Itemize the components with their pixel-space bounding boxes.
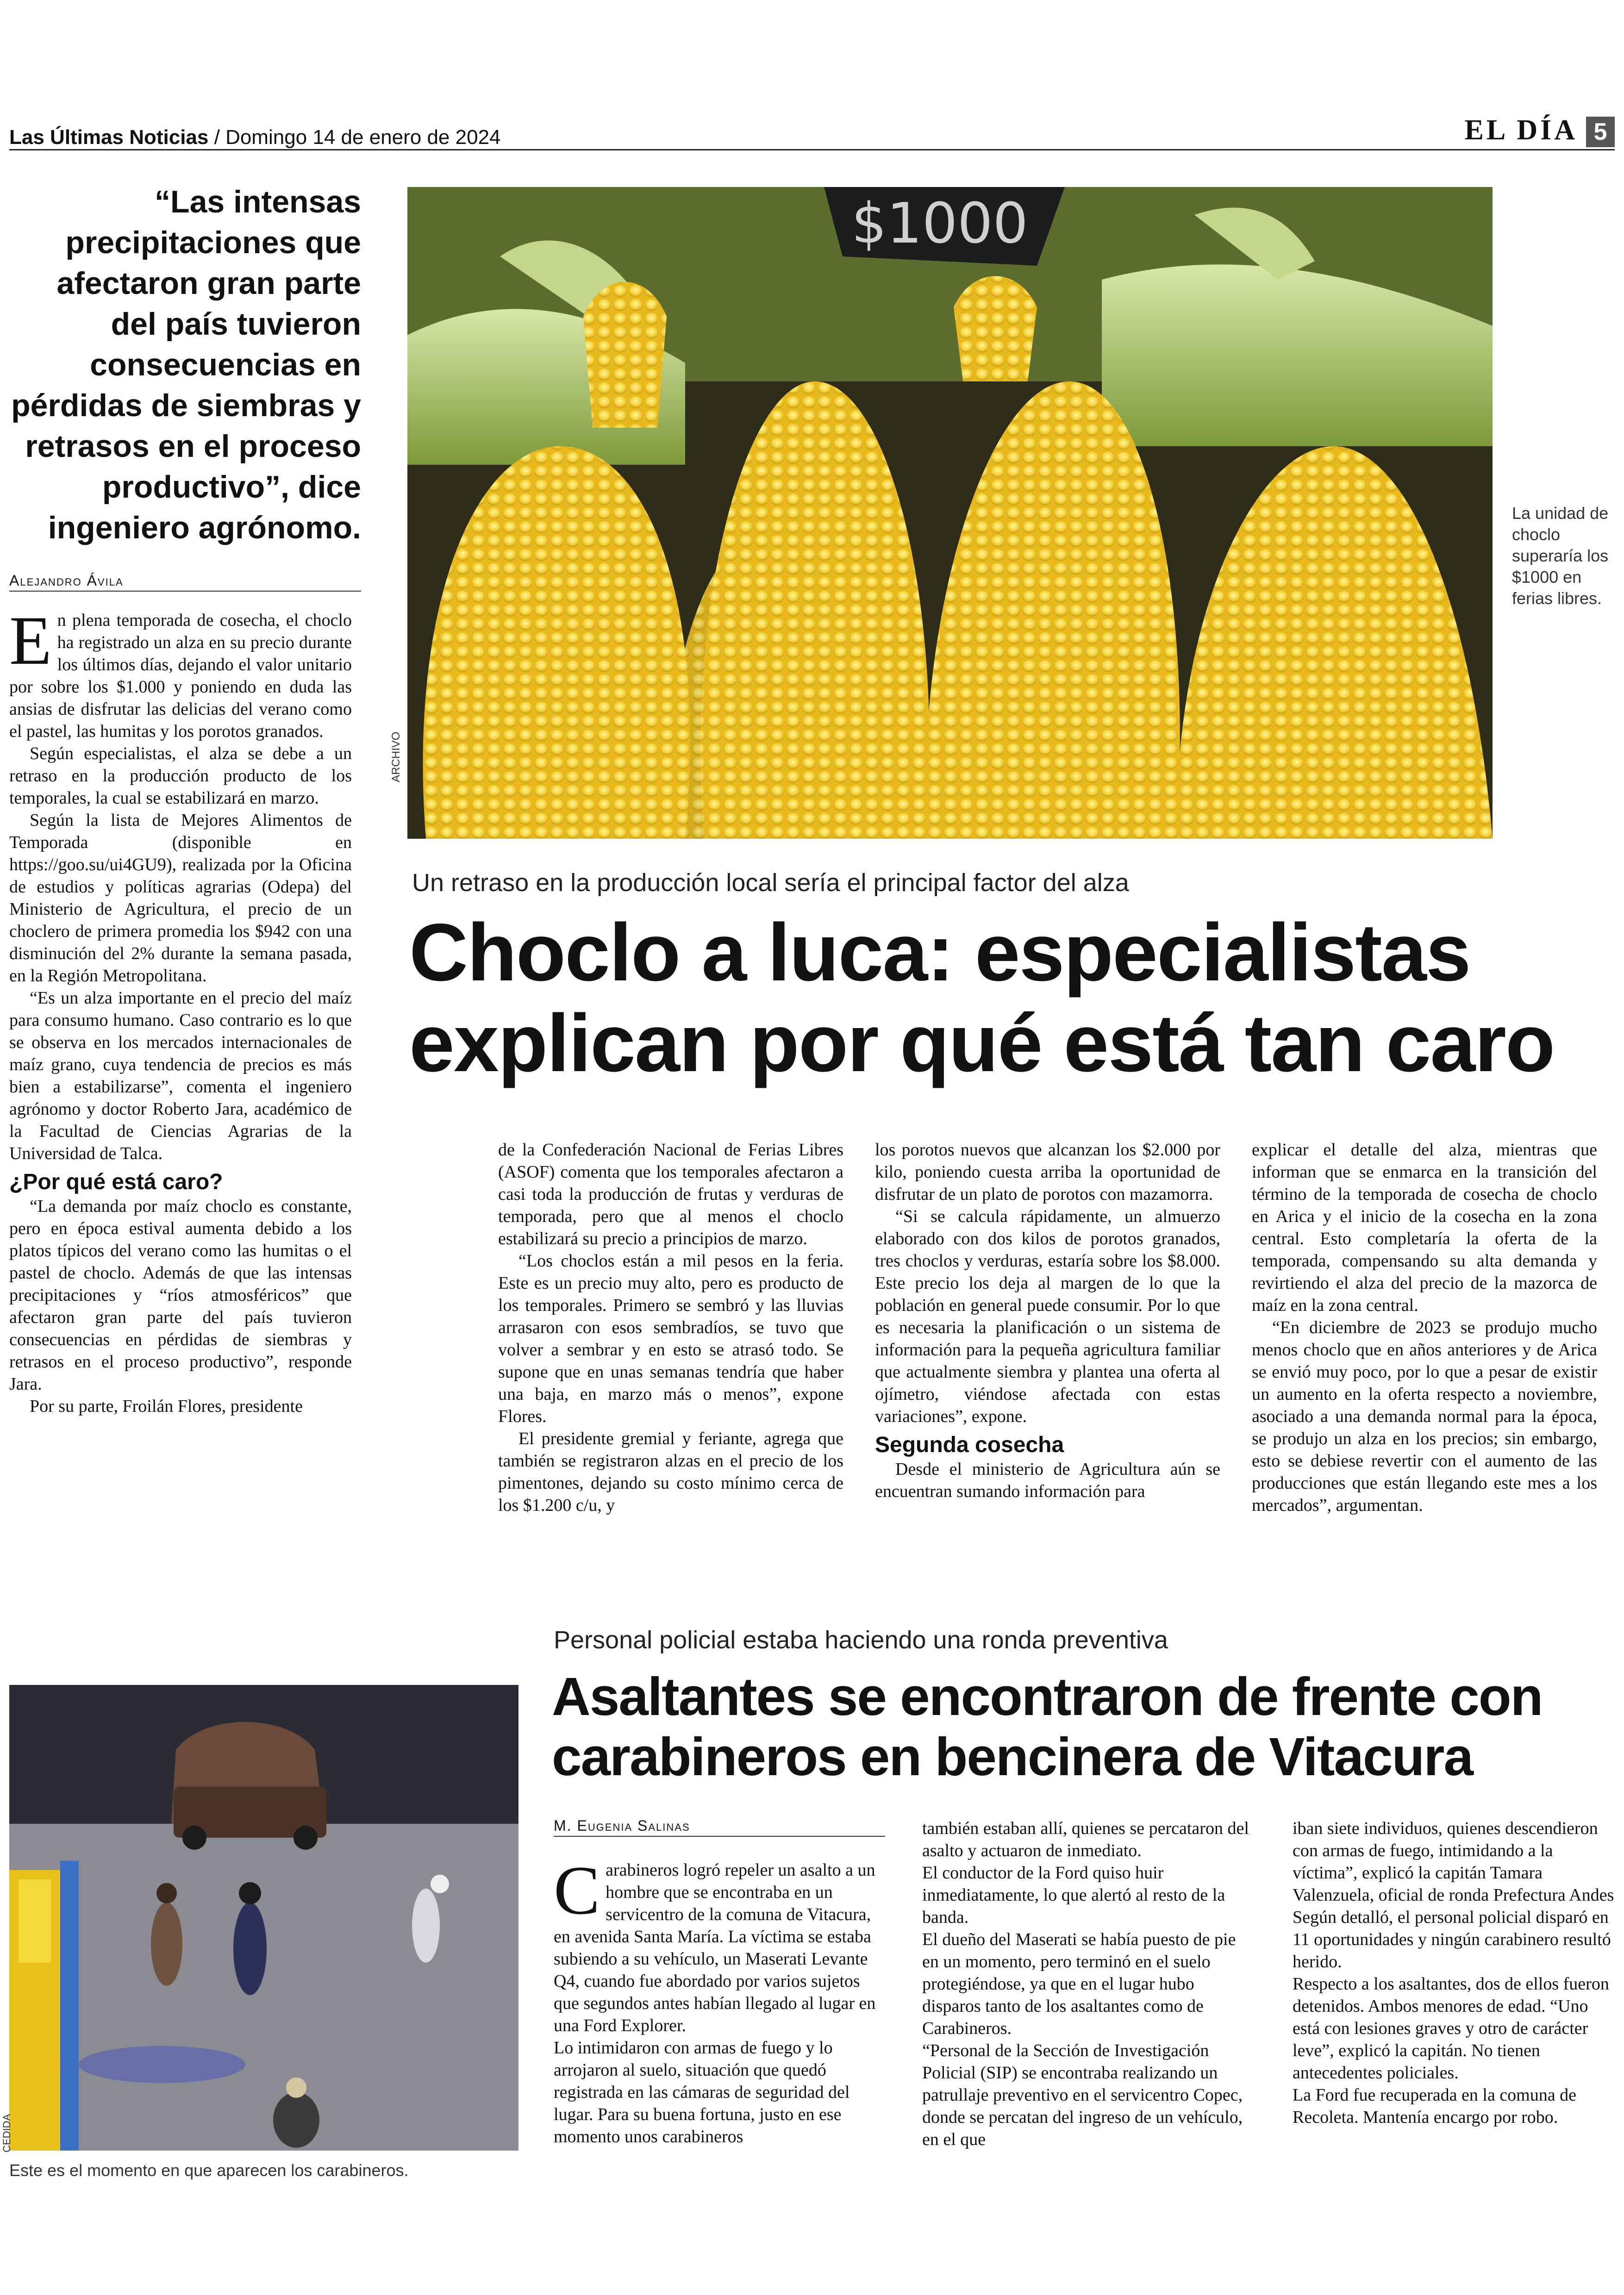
photo-caption: La unidad de choclo superaría los $1000 en ferias libres. bbox=[1512, 504, 1609, 608]
section-title: EL DÍA bbox=[1464, 114, 1578, 146]
byline-rule bbox=[554, 1836, 885, 1837]
paragraph: también estaban allí, quienes se percataron del asalto y actuaron de inmediato. bbox=[922, 1819, 1249, 1860]
photo-credit: CEDIDA bbox=[1, 2114, 12, 2152]
paragraph: Lo intimidaron con armas de fuego y lo arrojaron al suelo, situación que quedó registrada en las cámaras de seguridad del lugar. Para su buena fortuna, justo en ese momento unos carabineros bbox=[554, 2038, 850, 2146]
subheading: ¿Por qué está caro? bbox=[9, 1170, 223, 1194]
paragraph: El dueño del Maserati se había puesto de pie en un momento, pero terminó en el suelo protegiéndose, ya que en el lugar hubo disparos tanto de los asaltantes como de Carabineros. bbox=[922, 1930, 1236, 2038]
paragraph: de la Confederación Nacional de Ferias Libres (ASOF) comenta que los temporales afectaron a casi toda la producción de frutas y verduras de temporada, pero que al menos el choclo estabilizará su precio a principios de marzo. bbox=[498, 1140, 843, 1248]
paragraph: “Es un alza importante en el precio del maíz para consumo humano. Caso contrario es lo que se observa en los mercados internacionales de maíz grano, cuya tendencia de precios es más bien a estabilizarse”, comenta el ingeniero agrónomo y doctor Roberto Jara, académico de la Facultad de Ciencias Agrarias de la Universidad de Talca. bbox=[9, 988, 352, 1163]
price-sign-text: $1000 bbox=[851, 192, 1028, 256]
page-number: 5 bbox=[1586, 117, 1615, 147]
byline-rule bbox=[9, 591, 361, 592]
headline bbox=[552, 1666, 1542, 1787]
masthead: Las Últimas Noticias / Domingo 14 de enero de 2024 bbox=[9, 126, 501, 149]
header-rule bbox=[9, 149, 1615, 150]
article-column-3 bbox=[875, 1139, 1220, 1503]
paragraph: iban siete individuos, quienes descendieron con armas de fuego, intimidando a la víctima”, explicó la capitán Tamara Valenzuela, oficial de ronda Prefectura Andes bbox=[1293, 1819, 1614, 1905]
kicker: Un retraso en la producción local sería el principal factor del alza bbox=[412, 869, 1129, 897]
paragraph: Desde el ministerio de Agricultura aún se encuentran sumando información para bbox=[875, 1459, 1220, 1501]
corn-photo bbox=[407, 187, 1493, 839]
drop-cap: E bbox=[9, 602, 52, 679]
article-column-3 bbox=[1293, 1817, 1617, 2128]
headline-line: explican por qué está tan caro bbox=[409, 998, 1555, 1089]
paragraph: Según especialistas, el alza se debe a un retraso en la producción producto de los temporales, la cual se estabilizará en marzo. bbox=[9, 744, 352, 808]
paragraph: Por su parte, Froilán Flores, presidente bbox=[30, 1397, 303, 1416]
headline bbox=[409, 907, 1554, 1089]
article-column-2 bbox=[498, 1139, 843, 1516]
byline bbox=[554, 1817, 885, 1834]
paragraph: El presidente gremial y feriante, agrega que también se registraron alzas en el precio de los pimentones, dejando su costo mínimo cerca de los $1.200 c/u, y bbox=[498, 1429, 843, 1515]
article-column-1 bbox=[554, 1852, 885, 2148]
paragraph: “En diciembre de 2023 se produjo mucho menos choclo que en años anteriores y de Arica se envió muy poco, por lo que a pesar de existir un aumento en la oferta respecto a noviembre, asociado a una demanda normal para la época, se produjo un alza en los precios; sin embargo, esto se debiese revertir con el aumento de las producciones que están llegando este mes a los mercados”, argumentan. bbox=[1252, 1318, 1597, 1515]
robbery-scene-illustration bbox=[9, 1685, 518, 2151]
newspaper-name: Las Últimas Noticias bbox=[9, 126, 209, 149]
paragraph: “La demanda por maíz choclo es constante, pero en época estival aumenta debido a los platos típicos del verano como las humitas o el pastel de choclo. Además de que las intensas precipitaciones y “ríos atmosféricos” que afectaron gran parte del país tuvieron consecuencias en pérdidas de siembras y retrasos en el proceso productivo”, responde Jara. bbox=[9, 1197, 352, 1394]
byline-author: Alejandro Ávila bbox=[9, 572, 124, 589]
paragraph: “Los choclos están a mil pesos en la feria. Este es un precio muy alto, pero es producto de los temporales. Primero se sembró y las lluvias arrasaron con esos sembradíos, se tuvo que volver a sembrar y en esto se atrasó todo. Se supone que en unas semanas tendría que haber una baja, en marzo más o menos”, expone Flores. bbox=[498, 1251, 843, 1426]
issue-date: Domingo 14 de enero de 2024 bbox=[225, 126, 501, 149]
paragraph: “Personal de la Sección de Investigación Policial (SIP) se encontraba realizando un patrullaje preventivo en el servicentro Copec, donde se percatan del ingreso de un vehículo, en el que bbox=[922, 2041, 1243, 2149]
paragraph: Según detalló, el personal policial disparó en 11 oportunidades y ningún carabinero resultó herido. bbox=[1293, 1908, 1611, 1971]
subheading: Segunda cosecha bbox=[875, 1433, 1064, 1457]
pull-quote: “Las intensas precipitaciones que afectaron gran parte del país tuvieron consecuencias en pérdidas de siembras y retrasos en el proceso productivo”, dice ingeniero agrónomo. bbox=[11, 184, 361, 545]
paragraph: “Si se calcula rápidamente, un almuerzo elaborado con dos kilos de porotos granados, tres choclos y verduras, estaría sobre los $8.000. Este precio los deja al margen de lo que la población en general puede consumir. Por lo que es necesaria la planificación o un sistema de información para la pequeña agricultura familiar que actualmente siembra y plantea una oferta al ojímetro, viéndose afectada con estas variaciones”, expone. bbox=[875, 1207, 1220, 1426]
headline-line: Choclo a luca: especialistas bbox=[409, 907, 1470, 998]
article-column-1 bbox=[9, 602, 352, 1417]
article-column-2 bbox=[922, 1817, 1254, 2151]
kicker: Personal policial estaba haciendo una ronda preventiva bbox=[554, 1626, 1168, 1654]
corn-illustration bbox=[407, 187, 1493, 839]
paragraph: Respecto a los asaltantes, dos de ellos fueron detenidos. Ambos menores de edad. “Uno está con lesiones graves y otro de carácter leve”, explicó la capitán. No tienen antecedentes policiales. bbox=[1293, 1974, 1609, 2083]
paragraph: los porotos nuevos que alcanzan los $2.000 por kilo, poniendo cuesta arriba la oportunidad de disfrutar de un plato de porotos con mazamorra. bbox=[875, 1140, 1220, 1204]
headline-line: carabineros en bencinera de Vitacura bbox=[552, 1727, 1473, 1787]
photo-caption: Este es el momento en que aparecen los carabineros. bbox=[9, 2161, 409, 2180]
security-camera-photo bbox=[9, 1685, 518, 2151]
paragraph: El conductor de la Ford quiso huir inmediatamente, lo que alertó al resto de la banda. bbox=[922, 1863, 1225, 1927]
byline bbox=[9, 572, 361, 589]
article-column-4 bbox=[1252, 1139, 1597, 1516]
paragraph: explicar el detalle del alza, mientras que informan que se enmarca en la transición del término de la temporada de cosecha de choclo en Arica y el inicio de la cosecha en la zona central. Esto completaría la oferta de la temporada, compensando su alta demanda y revirtiendo el alza del precio de la mazorca de maíz en la zona central. bbox=[1252, 1140, 1597, 1315]
byline-author: M. Eugenia Salinas bbox=[554, 1817, 690, 1834]
headline-line: Asaltantes se encontraron de frente con bbox=[552, 1666, 1543, 1727]
paragraph: n plena temporada de cosecha, el choclo ha registrado un alza en su precio durante los últimos días, dejando el valor unitario por sobre los $1.000 y poniendo en duda las ansias de disfrutar las delicias del verano como el pastel, las humitas y los porotos granados. bbox=[9, 611, 352, 741]
paragraph: Según la lista de Mejores Alimentos de Temporada (disponible en https://goo.su/ui4GU9), realizada por la Oficina de estudios y políticas agrarias (Odepa) del Ministerio de Agricultura, el precio de un choclero de primera promedia los $942 con una disminución del 2% durante la semana pasada, en la Región Metropolitana. bbox=[9, 811, 352, 985]
paragraph: arabineros logró repeler un asalto a un hombre que se encontraba en un servicentro de la comuna de Vitacura, en avenida Santa María. La víctima se estaba subiendo a su vehículo, un Maserati Levante Q4, cuando fue abordado por varios sujetos que segundos antes habían llegado al lugar en una Ford Explorer. bbox=[554, 1860, 876, 2035]
photo-credit: ARCHIVO bbox=[390, 731, 402, 782]
paragraph: La Ford fue recuperada en la comuna de Recoleta. Mantenía encargo por robo. bbox=[1293, 2085, 1576, 2127]
drop-cap: C bbox=[554, 1852, 600, 1929]
